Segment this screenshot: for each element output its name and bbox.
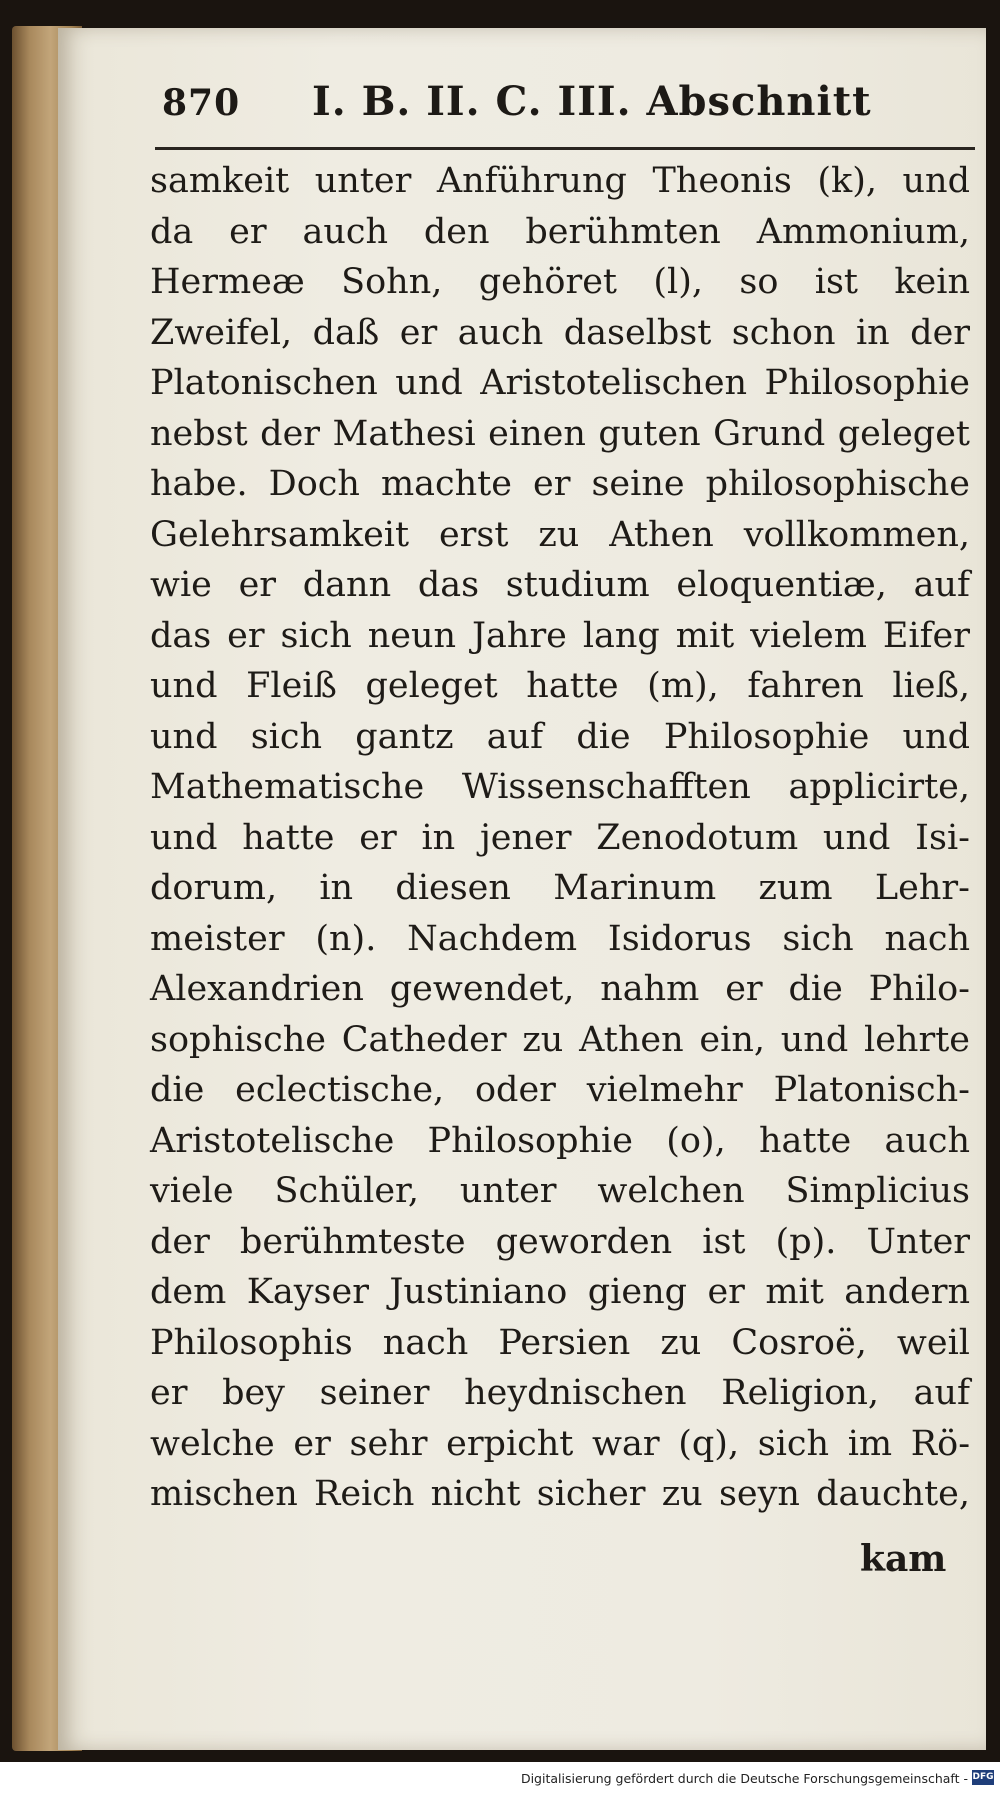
- text-line: wie er dann das studium eloquentiæ, auf: [150, 565, 970, 605]
- text-line: welche er sehr erpicht war (q), sich im Rö-: [150, 1423, 971, 1464]
- text-line: Mathematische Wissenschafften applicirte,: [150, 767, 970, 807]
- text-line: er bey seiner heydnischen Religion, auf: [150, 1373, 970, 1413]
- text-line: da er auch den berühmten Ammonium,: [150, 211, 971, 252]
- text-line: Hermeæ Sohn, gehöret (l), so ist kein: [150, 262, 970, 302]
- text-line: samkeit unter Anführung Theonis (k), und: [150, 161, 970, 201]
- text-line: der berühmteste geworden ist (p). Unter: [150, 1221, 971, 1262]
- text-line: dorum, in diesen Marinum zum Lehr-: [150, 868, 970, 908]
- header-rule: [155, 147, 975, 150]
- body-text: [150, 156, 980, 1520]
- text-line: viele Schüler, unter welchen Simplicius: [150, 1171, 970, 1211]
- text-line: die eclectische, oder vielmehr Platonisch-: [150, 1070, 970, 1110]
- text-line: habe. Doch machte er seine philosophische: [150, 464, 970, 504]
- text-line: Gelehrsamkeit erst zu Athen vollkommen,: [150, 514, 970, 555]
- running-head-title: I. B. II. C. III. Abschnitt: [312, 78, 872, 125]
- text-line: sophische Catheder zu Athen ein, und lehrte: [150, 1019, 970, 1060]
- text-line: mischen Reich nicht sicher zu seyn dauchte,: [150, 1474, 971, 1514]
- text-line: und Fleiß geleget hatte (m), fahren ließ,: [150, 666, 970, 706]
- text-line: Zweifel, daß er auch daselbst schon in der: [150, 312, 971, 353]
- text-line: das er sich neun Jahre lang mit vielem Eifer: [150, 615, 970, 656]
- text-line: Philosophis nach Persien zu Cosroë, weil: [150, 1322, 970, 1363]
- text-line: Aristotelische Philosophie (o), hatte auch: [150, 1120, 971, 1161]
- page-number: 870: [162, 82, 241, 124]
- text-line: dem Kayser Justiniano gieng er mit andern: [150, 1272, 971, 1312]
- text-line: meister (n). Nachdem Isidorus sich nach: [150, 918, 971, 959]
- text-line: und hatte er in jener Zenodotum und Isi-: [150, 817, 970, 858]
- text-line: und sich gantz auf die Philosophie und: [150, 716, 970, 757]
- catchword: kam: [860, 1538, 947, 1580]
- text-line: Alexandrien gewendet, nahm er die Philo-: [150, 969, 971, 1009]
- text-line: Platonischen und Aristotelischen Philosophie: [150, 363, 970, 403]
- funding-credit: Digitalisierung gefördert durch die Deutsche Forschungsgemeinschaft -: [520, 1771, 968, 1786]
- dfg-logo-icon: DFG: [972, 1770, 994, 1785]
- running-head: [102, 70, 982, 132]
- footer-bar: [0, 1762, 1000, 1795]
- text-line: nebst der Mathesi einen guten Grund geleget: [150, 413, 970, 454]
